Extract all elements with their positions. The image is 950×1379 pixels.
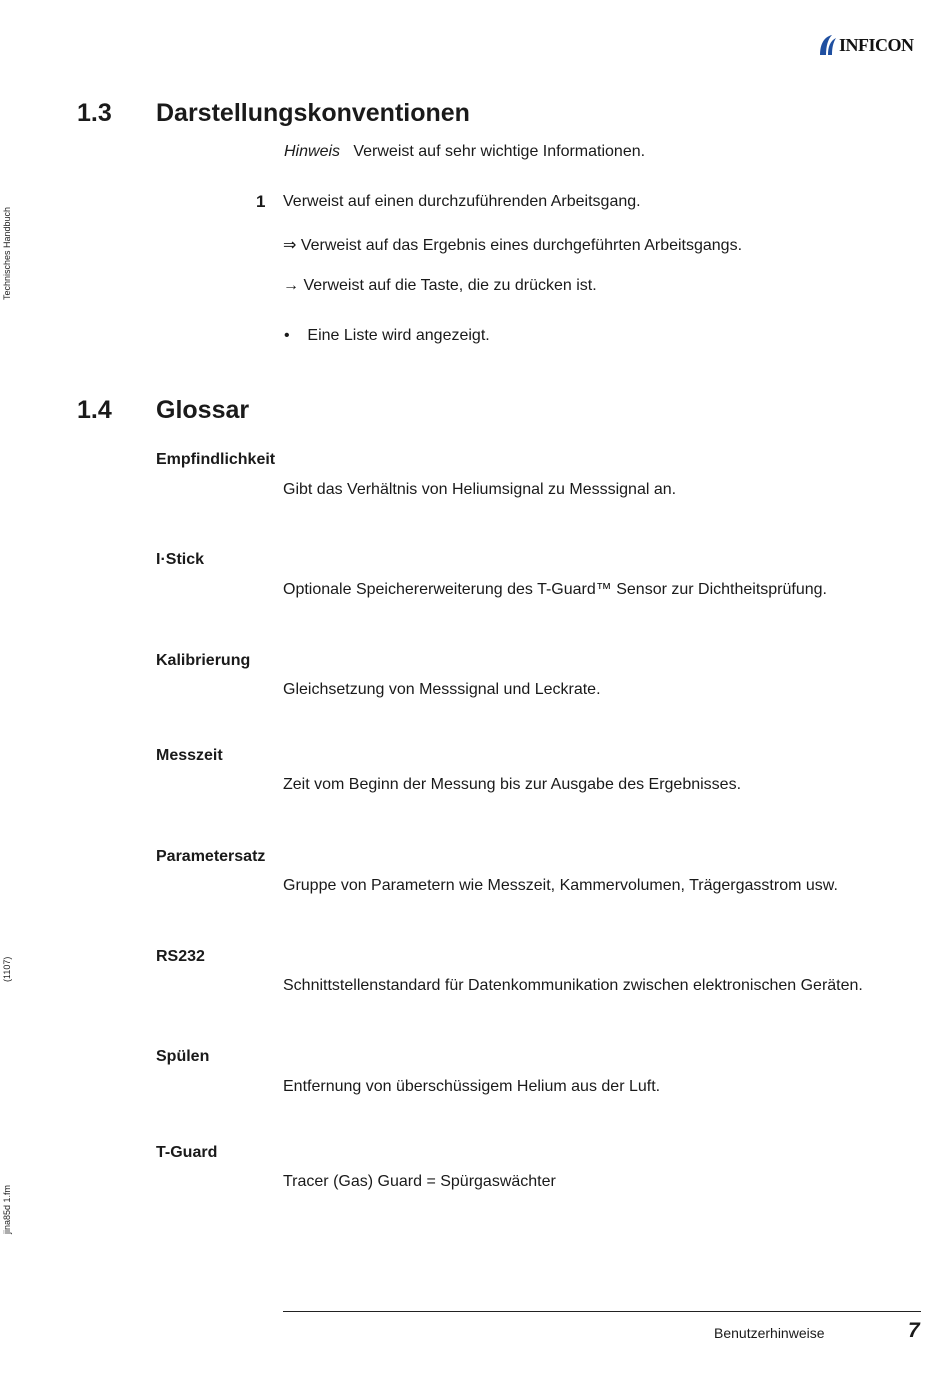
glossary-definition: Gruppe von Parametern wie Messzeit, Kammervolumen, Trägergasstrom usw.	[283, 877, 838, 894]
glossary-definition: Optionale Speichererweiterung des T-Guard™ Sensor zur Dichtheitsprüfung.	[283, 581, 827, 598]
step-text: Verweist auf einen durchzuführenden Arbeitsgang.	[283, 193, 641, 210]
glossary-term: Parametersatz	[156, 848, 266, 865]
key-text: Verweist auf die Taste, die zu drücken ist.	[303, 277, 597, 294]
glossary-term: Messzeit	[156, 747, 223, 764]
footer-section-name: Benutzerhinweise	[714, 1325, 825, 1341]
glossary-definition: Entfernung von überschüssigem Helium aus der Luft.	[283, 1078, 661, 1095]
glossary-term: RS232	[156, 948, 205, 965]
glossary-term: Spülen	[156, 1048, 210, 1065]
result-line	[283, 235, 742, 255]
step-number: 1	[256, 192, 266, 211]
inficon-logo-icon	[818, 34, 838, 56]
logo-text: INFICON	[839, 34, 914, 55]
hinweis-label: Hinweis	[284, 143, 341, 160]
key-line	[283, 277, 597, 295]
inficon-logo	[818, 33, 914, 57]
side-label-manual: Technisches Handbuch	[2, 206, 12, 300]
glossary-term: Empfindlichkeit	[156, 451, 276, 468]
side-label-version: (1107)	[2, 956, 12, 982]
hinweis-text: Verweist auf sehr wichtige Informationen.	[353, 143, 646, 160]
section-title-conventions: Darstellungskonventionen	[156, 99, 470, 127]
glossary-term: T-Guard	[156, 1144, 218, 1161]
glossary-term: Kalibrierung	[156, 652, 251, 669]
section-number-1-4: 1.4	[77, 396, 112, 424]
key-arrow-icon: →	[283, 277, 299, 294]
glossary-definition: Tracer (Gas) Guard = Spürgaswächter	[283, 1173, 556, 1190]
section-number-1-3: 1.3	[77, 99, 112, 127]
result-arrow-icon: ⇒	[283, 237, 297, 254]
result-text: Verweist auf das Ergebnis eines durchgeführten Arbeitsgangs.	[300, 237, 743, 254]
glossary-definition: Schnittstellenstandard für Datenkommunikation zwischen elektronischen Geräten.	[283, 977, 863, 994]
page-number: 7	[908, 1319, 920, 1342]
footer-rule	[283, 1311, 921, 1312]
section-title-glossary: Glossar	[156, 396, 250, 424]
bullet-text: Eine Liste wird angezeigt.	[307, 327, 490, 344]
glossary-definition: Zeit vom Beginn der Messung bis zur Ausgabe des Ergebnisses.	[283, 776, 742, 793]
bullet-icon: •	[284, 327, 290, 344]
side-label-filename: jina85d 1.fm	[2, 1184, 12, 1234]
glossary-definition: Gleichsetzung von Messsignal und Leckrate.	[283, 681, 601, 698]
glossary-term: I·Stick	[156, 551, 205, 568]
hinweis-line	[284, 143, 645, 161]
bullet-line	[284, 327, 490, 345]
glossary-definition: Gibt das Verhältnis von Heliumsignal zu Messsignal an.	[283, 481, 677, 498]
